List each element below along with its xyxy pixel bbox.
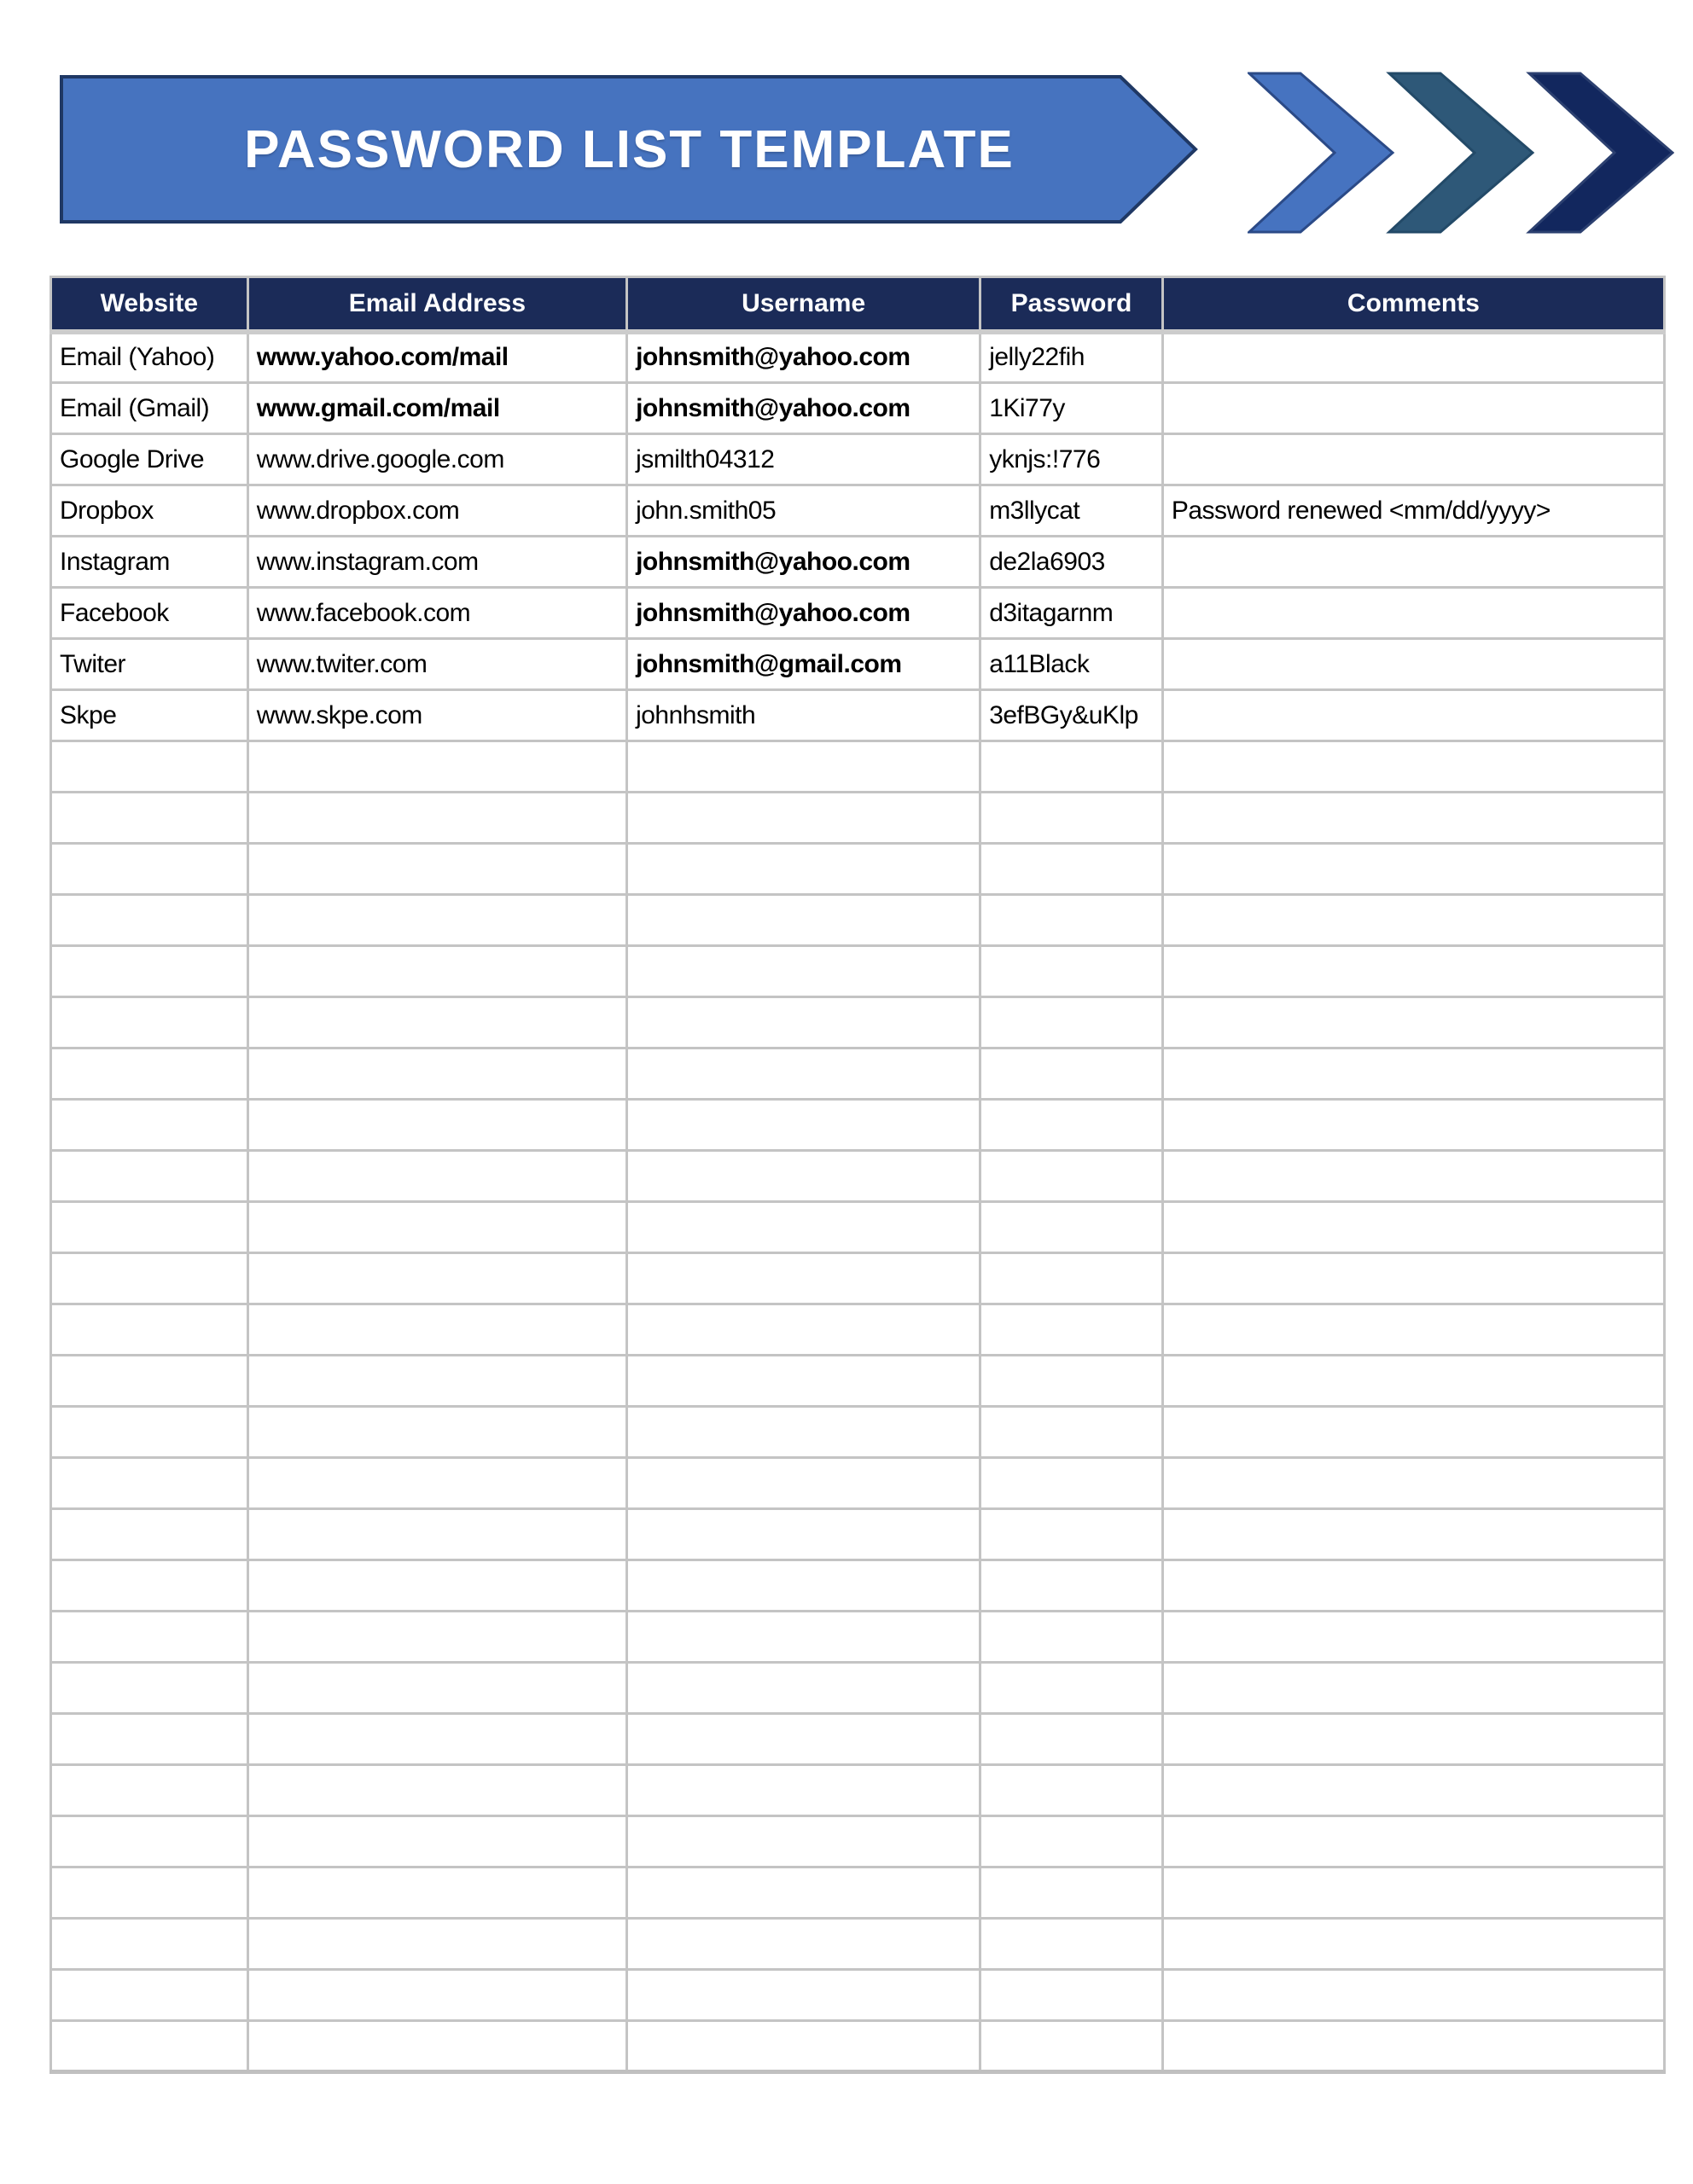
cell-password: yknjs:!776 xyxy=(980,434,1163,485)
empty-cell xyxy=(627,1560,980,1612)
cell-email: www.skpe.com xyxy=(247,690,626,741)
cell-email: www.yahoo.com/mail xyxy=(247,332,626,383)
empty-cell xyxy=(51,1612,248,1663)
empty-cell xyxy=(1162,1765,1664,1816)
cell-comments xyxy=(1162,537,1664,588)
table-row-empty xyxy=(51,1100,1665,1151)
empty-cell xyxy=(627,1612,980,1663)
empty-cell xyxy=(627,2021,980,2072)
cell-website: Email (Gmail) xyxy=(51,383,248,434)
empty-cell xyxy=(247,1919,626,1970)
empty-cell xyxy=(1162,1151,1664,1202)
empty-cell xyxy=(51,2021,248,2072)
empty-cell xyxy=(980,1816,1163,1867)
empty-cell xyxy=(51,1867,248,1919)
empty-cell xyxy=(1162,1356,1664,1407)
empty-cell xyxy=(247,1867,626,1919)
column-header-website: Website xyxy=(51,277,248,332)
empty-cell xyxy=(627,1253,980,1304)
cell-comments: Password renewed <mm/dd/yyyy> xyxy=(1162,485,1664,537)
empty-cell xyxy=(51,1253,248,1304)
empty-cell xyxy=(51,1970,248,2021)
table-row-empty xyxy=(51,1612,1665,1663)
chevron-1-icon xyxy=(1249,73,1393,232)
chevron-2-icon xyxy=(1389,73,1533,232)
cell-password: m3llycat xyxy=(980,485,1163,537)
empty-cell xyxy=(247,946,626,997)
empty-cell xyxy=(980,1304,1163,1356)
cell-comments xyxy=(1162,383,1664,434)
empty-cell xyxy=(51,1458,248,1509)
empty-cell xyxy=(980,1612,1163,1663)
empty-cell xyxy=(627,1663,980,1714)
cell-email: www.facebook.com xyxy=(247,588,626,639)
cell-username: john.smith05 xyxy=(627,485,980,537)
empty-cell xyxy=(247,1663,626,1714)
empty-cell xyxy=(627,895,980,946)
column-header-username: Username xyxy=(627,277,980,332)
table-row-empty xyxy=(51,793,1665,844)
empty-cell xyxy=(627,793,980,844)
empty-cell xyxy=(627,1919,980,1970)
empty-cell xyxy=(627,1407,980,1458)
empty-cell xyxy=(247,1816,626,1867)
table-row xyxy=(51,383,1665,434)
empty-cell xyxy=(51,997,248,1048)
empty-cell xyxy=(980,741,1163,793)
empty-cell xyxy=(627,1202,980,1253)
empty-cell xyxy=(627,1867,980,1919)
empty-cell xyxy=(1162,1612,1664,1663)
table-row-empty xyxy=(51,1151,1665,1202)
table-row-empty xyxy=(51,997,1665,1048)
empty-cell xyxy=(980,946,1163,997)
cell-website: Google Drive xyxy=(51,434,248,485)
column-header-email: Email Address xyxy=(247,277,626,332)
cell-website: Skpe xyxy=(51,690,248,741)
empty-cell xyxy=(1162,1816,1664,1867)
cell-username: johnhsmith xyxy=(627,690,980,741)
chevron-arrows xyxy=(1248,72,1674,234)
empty-cell xyxy=(1162,1970,1664,2021)
empty-cell xyxy=(627,997,980,1048)
cell-website: Instagram xyxy=(51,537,248,588)
empty-cell xyxy=(1162,1202,1664,1253)
empty-cell xyxy=(980,997,1163,1048)
empty-cell xyxy=(247,1970,626,2021)
cell-comments xyxy=(1162,690,1664,741)
cell-email: www.instagram.com xyxy=(247,537,626,588)
empty-cell xyxy=(1162,1407,1664,1458)
title-banner xyxy=(60,75,1199,224)
empty-cell xyxy=(1162,1458,1664,1509)
table-row-empty xyxy=(51,1304,1665,1356)
empty-cell xyxy=(247,1356,626,1407)
table-row xyxy=(51,639,1665,690)
empty-cell xyxy=(980,2021,1163,2072)
empty-cell xyxy=(51,793,248,844)
cell-website: Twiter xyxy=(51,639,248,690)
cell-email: www.twiter.com xyxy=(247,639,626,690)
cell-password: a11Black xyxy=(980,639,1163,690)
empty-cell xyxy=(980,1663,1163,1714)
empty-cell xyxy=(627,1458,980,1509)
cell-username: johnsmith@yahoo.com xyxy=(627,332,980,383)
cell-email: www.gmail.com/mail xyxy=(247,383,626,434)
table-row xyxy=(51,537,1665,588)
empty-cell xyxy=(247,1458,626,1509)
empty-cell xyxy=(980,1867,1163,1919)
empty-cell xyxy=(1162,1919,1664,1970)
empty-cell xyxy=(627,946,980,997)
empty-cell xyxy=(980,1253,1163,1304)
empty-cell xyxy=(627,1356,980,1407)
column-header-comments: Comments xyxy=(1162,277,1664,332)
empty-cell xyxy=(980,1407,1163,1458)
empty-cell xyxy=(980,1714,1163,1765)
empty-cell xyxy=(247,1714,626,1765)
table-row-empty xyxy=(51,1560,1665,1612)
empty-cell xyxy=(980,1100,1163,1151)
cell-website: Dropbox xyxy=(51,485,248,537)
empty-cell xyxy=(980,1970,1163,2021)
empty-cell xyxy=(980,895,1163,946)
table-row-empty xyxy=(51,1919,1665,1970)
cell-comments xyxy=(1162,332,1664,383)
empty-cell xyxy=(980,1151,1163,1202)
table-row xyxy=(51,485,1665,537)
empty-cell xyxy=(51,895,248,946)
empty-cell xyxy=(51,1100,248,1151)
empty-cell xyxy=(51,1816,248,1867)
empty-cell xyxy=(51,1919,248,1970)
cell-password: jelly22fih xyxy=(980,332,1163,383)
empty-cell xyxy=(627,1970,980,2021)
empty-cell xyxy=(51,1151,248,1202)
empty-cell xyxy=(247,1304,626,1356)
empty-cell xyxy=(1162,1867,1664,1919)
empty-cell xyxy=(1162,895,1664,946)
cell-password: 3efBGy&uKlp xyxy=(980,690,1163,741)
empty-cell xyxy=(980,1560,1163,1612)
empty-cell xyxy=(51,946,248,997)
empty-cell xyxy=(247,1100,626,1151)
cell-email: www.drive.google.com xyxy=(247,434,626,485)
table-row-empty xyxy=(51,844,1665,895)
empty-cell xyxy=(51,1407,248,1458)
empty-cell xyxy=(247,1560,626,1612)
cell-website: Facebook xyxy=(51,588,248,639)
table-header xyxy=(51,277,1665,332)
table-row-empty xyxy=(51,1356,1665,1407)
cell-comments xyxy=(1162,639,1664,690)
empty-cell xyxy=(627,1048,980,1100)
empty-cell xyxy=(627,1509,980,1560)
empty-cell xyxy=(247,1048,626,1100)
table-row-empty xyxy=(51,946,1665,997)
empty-cell xyxy=(1162,1560,1664,1612)
table-row-empty xyxy=(51,895,1665,946)
page-title: PASSWORD LIST TEMPLATE xyxy=(244,119,1015,179)
cell-username: johnsmith@yahoo.com xyxy=(627,537,980,588)
empty-cell xyxy=(980,1356,1163,1407)
table-row xyxy=(51,434,1665,485)
empty-cell xyxy=(627,1765,980,1816)
empty-cell xyxy=(1162,1048,1664,1100)
table-row-empty xyxy=(51,1048,1665,1100)
table-row-empty xyxy=(51,1253,1665,1304)
empty-cell xyxy=(247,793,626,844)
empty-cell xyxy=(51,1714,248,1765)
empty-cell xyxy=(247,1407,626,1458)
empty-cell xyxy=(51,1663,248,1714)
table-row xyxy=(51,690,1665,741)
table-row-empty xyxy=(51,741,1665,793)
empty-cell xyxy=(980,1919,1163,1970)
empty-cell xyxy=(247,997,626,1048)
empty-cell xyxy=(51,1202,248,1253)
empty-cell xyxy=(247,1151,626,1202)
cell-comments xyxy=(1162,588,1664,639)
table-row-empty xyxy=(51,1867,1665,1919)
table-row xyxy=(51,588,1665,639)
empty-cell xyxy=(1162,2021,1664,2072)
table-row-empty xyxy=(51,1509,1665,1560)
table-row-empty xyxy=(51,1663,1665,1714)
empty-cell xyxy=(980,1509,1163,1560)
empty-cell xyxy=(247,1612,626,1663)
empty-cell xyxy=(627,1151,980,1202)
empty-cell xyxy=(51,1304,248,1356)
table-body xyxy=(51,332,1665,2072)
password-table xyxy=(49,276,1666,2074)
empty-cell xyxy=(1162,1509,1664,1560)
table-row-empty xyxy=(51,1970,1665,2021)
empty-cell xyxy=(980,1202,1163,1253)
empty-cell xyxy=(1162,793,1664,844)
empty-cell xyxy=(51,1048,248,1100)
table-row-empty xyxy=(51,1816,1665,1867)
empty-cell xyxy=(247,895,626,946)
header-row xyxy=(51,277,1665,332)
empty-cell xyxy=(247,741,626,793)
empty-cell xyxy=(627,741,980,793)
empty-cell xyxy=(627,1304,980,1356)
empty-cell xyxy=(51,1356,248,1407)
empty-cell xyxy=(1162,1304,1664,1356)
cell-password: de2la6903 xyxy=(980,537,1163,588)
empty-cell xyxy=(627,1816,980,1867)
cell-email: www.dropbox.com xyxy=(247,485,626,537)
cell-username: jsmilth04312 xyxy=(627,434,980,485)
empty-cell xyxy=(247,1765,626,1816)
empty-cell xyxy=(247,2021,626,2072)
cell-username: johnsmith@gmail.com xyxy=(627,639,980,690)
empty-cell xyxy=(980,1458,1163,1509)
cell-comments xyxy=(1162,434,1664,485)
empty-cell xyxy=(627,1100,980,1151)
empty-cell xyxy=(980,844,1163,895)
cell-username: johnsmith@yahoo.com xyxy=(627,588,980,639)
empty-cell xyxy=(627,844,980,895)
empty-cell xyxy=(1162,1253,1664,1304)
cell-website: Email (Yahoo) xyxy=(51,332,248,383)
cell-username: johnsmith@yahoo.com xyxy=(627,383,980,434)
empty-cell xyxy=(51,1509,248,1560)
empty-cell xyxy=(51,1765,248,1816)
table-row-empty xyxy=(51,1458,1665,1509)
table-row xyxy=(51,332,1665,383)
empty-cell xyxy=(1162,1663,1664,1714)
empty-cell xyxy=(980,1048,1163,1100)
empty-cell xyxy=(627,1714,980,1765)
empty-cell xyxy=(980,793,1163,844)
empty-cell xyxy=(1162,946,1664,997)
table-row-empty xyxy=(51,1202,1665,1253)
empty-cell xyxy=(1162,1714,1664,1765)
empty-cell xyxy=(247,1202,626,1253)
empty-cell xyxy=(247,1253,626,1304)
table-row-empty xyxy=(51,1407,1665,1458)
empty-cell xyxy=(980,1765,1163,1816)
empty-cell xyxy=(1162,741,1664,793)
cell-password: d3itagarnm xyxy=(980,588,1163,639)
table-row-empty xyxy=(51,1765,1665,1816)
column-header-password: Password xyxy=(980,277,1163,332)
chevron-3-icon xyxy=(1529,73,1673,232)
empty-cell xyxy=(247,1509,626,1560)
cell-password: 1Ki77y xyxy=(980,383,1163,434)
empty-cell xyxy=(51,741,248,793)
empty-cell xyxy=(1162,1100,1664,1151)
empty-cell xyxy=(1162,844,1664,895)
table-row-empty xyxy=(51,1714,1665,1765)
empty-cell xyxy=(1162,997,1664,1048)
empty-cell xyxy=(247,844,626,895)
table-row-empty xyxy=(51,2021,1665,2072)
empty-cell xyxy=(51,1560,248,1612)
empty-cell xyxy=(51,844,248,895)
